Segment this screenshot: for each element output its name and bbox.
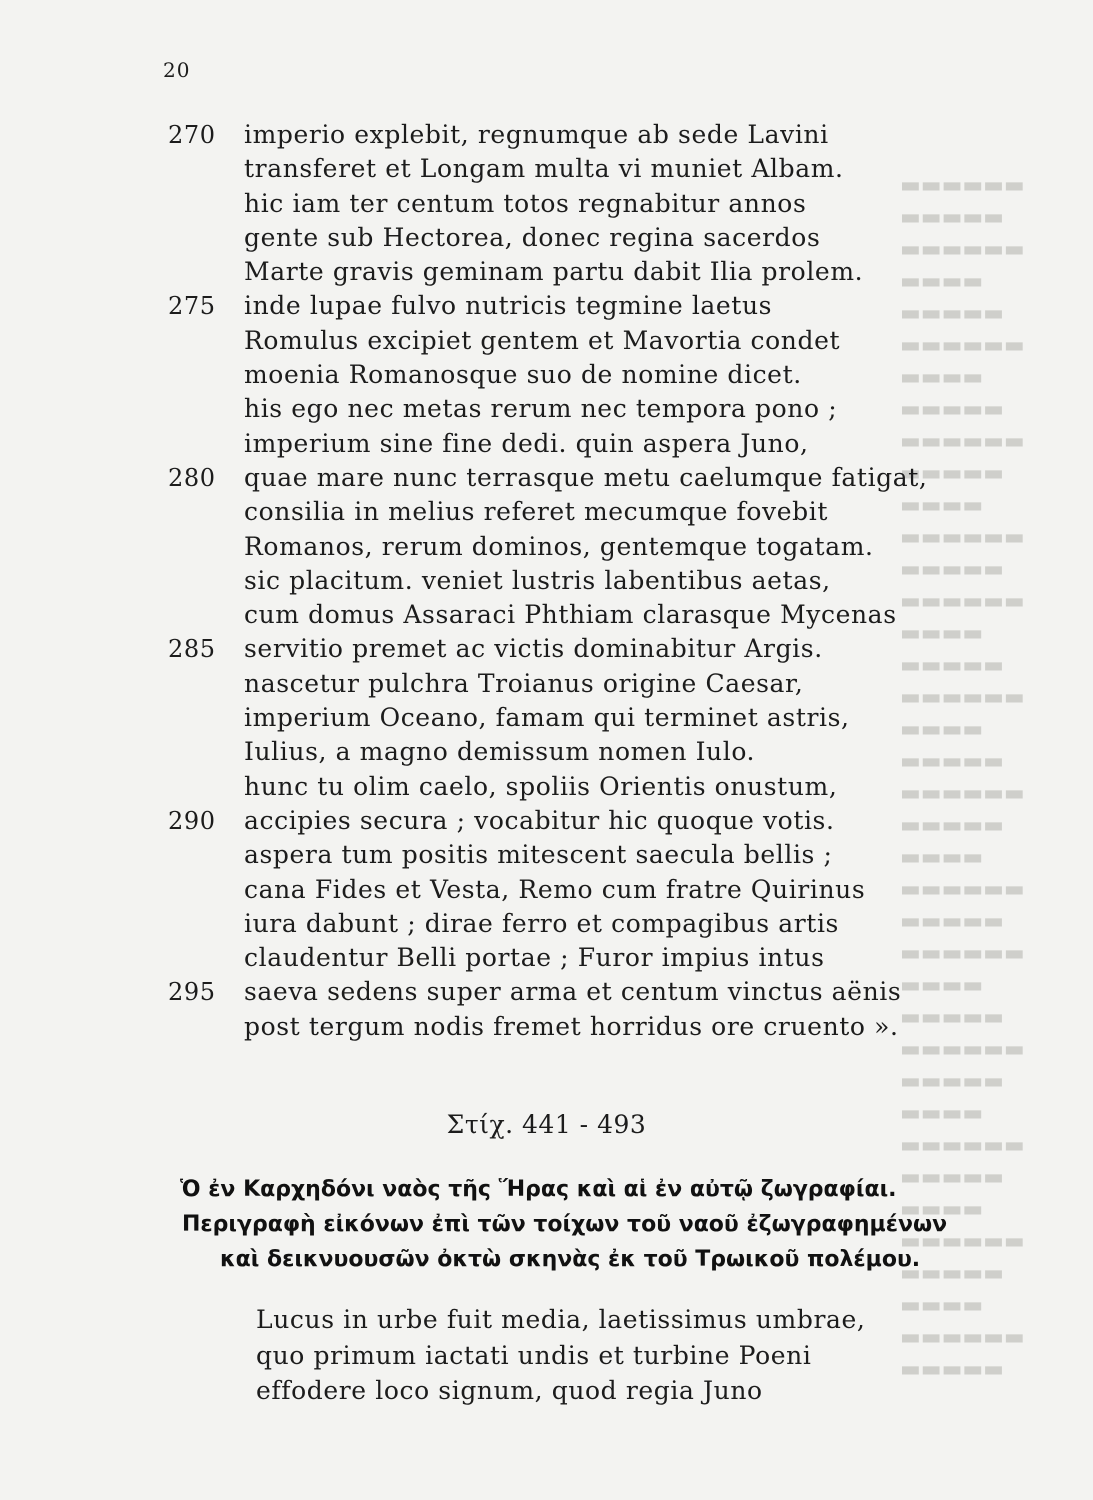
verse-line <box>0 289 1093 323</box>
verse-text: nascetur pulchra Troianus origine Caesar, <box>244 668 804 698</box>
verse-line <box>0 564 1093 598</box>
verse-text: iura dabunt ; dirae ferro et compagibus artis <box>244 908 839 938</box>
show-through-texture: ▬▬▬▬▬▬ ▬▬▬▬▬ ▬▬▬▬▬▬ ▬▬▬▬ ▬▬▬▬▬ ▬▬▬▬▬▬ ▬▬▬▬ ▬▬▬▬▬ ▬▬▬▬▬▬ ▬▬▬▬▬ ▬▬▬▬ ▬▬▬▬▬▬ ▬▬▬▬▬ ▬▬▬▬▬▬ ▬▬▬▬ ▬▬▬▬▬ ▬▬▬▬▬▬ ▬▬▬▬ ▬▬▬▬▬ ▬▬▬▬▬▬ ▬▬▬▬▬ ▬▬▬▬ ▬▬▬▬▬▬ ▬▬▬▬▬ ▬▬▬▬▬▬ ▬▬▬▬ ▬▬▬▬▬ ▬▬▬▬▬▬ ▬▬▬▬▬ ▬▬▬▬ ▬▬▬▬▬▬ ▬▬▬▬▬ ▬▬▬▬ ▬▬▬▬▬▬ ▬▬▬▬▬ ▬▬▬▬ ▬▬▬▬▬▬ ▬▬▬▬▬ <box>900 173 1025 1382</box>
verse-line <box>0 358 1093 392</box>
verse-line <box>0 667 1093 701</box>
verse-line <box>0 804 1093 838</box>
passage-line: effodere loco signum, quod regia Juno <box>256 1376 763 1405</box>
verse-text: claudentur Belli portae ; Furor impius intus <box>244 943 825 973</box>
verse-text: imperium Oceano, famam qui terminet astris, <box>244 703 850 733</box>
verse-line <box>0 461 1093 495</box>
verse-line <box>0 118 1093 152</box>
section-heading-line-2: Περιγραφὴ εἰκόνων ἐπὶ τῶν τοίχων τοῦ ναοῦ ἐζωγραφημένων <box>182 1212 948 1237</box>
verse-line <box>0 598 1093 632</box>
passage-line: quo primum iactati undis et turbine Poeni <box>256 1340 812 1370</box>
verse-text: Romulus excipiet gentem et Mavortia condet <box>244 325 841 355</box>
section-heading-line-1: Ὁ ἐν Καρχηδόνι ναὸς τῆς Ἥρας καὶ αἱ ἐν αὐτῷ ζωγραφίαι. <box>180 1177 897 1202</box>
poem-block <box>0 118 1093 1044</box>
verse-reference: Στίχ. 441 - 493 <box>446 1110 647 1139</box>
verse-text: aspera tum positis mitescent saecula bellis ; <box>244 840 833 870</box>
verse-line <box>0 735 1093 769</box>
passage-line: Lucus in urbe fuit media, laetissimus umbrae, <box>256 1305 866 1334</box>
verse-line <box>0 221 1093 255</box>
verse-line <box>0 701 1093 735</box>
verse-text: inde lupae fulvo nutricis tegmine laetus <box>244 291 773 321</box>
verse-text: consilia in melius referet mecumque fovebit <box>244 497 828 527</box>
verse-text: Iulius, a magno demissum nomen Iulo. <box>244 737 756 767</box>
verse-text: post tergum nodis fremet horridus ore cruento ». <box>244 1011 899 1041</box>
verse-text: gente sub Hectorea, donec regina sacerdos <box>244 222 821 252</box>
verse-text: cum domus Assaraci Phthiam clarasque Mycenas <box>244 600 897 630</box>
verse-text: quae mare nunc terrasque metu caelumque fatigat, <box>244 462 928 492</box>
verse-text: saeva sedens super arma et centum vinctus aënis <box>244 977 902 1007</box>
verse-line <box>0 530 1093 564</box>
verse-line <box>0 975 1093 1009</box>
line-number: 285 <box>168 635 216 664</box>
verse-text: hic iam ter centum totos regnabitur annos <box>244 188 807 218</box>
verse-line <box>0 187 1093 221</box>
verse-line <box>0 255 1093 289</box>
verse-line <box>0 427 1093 461</box>
passage-block <box>256 1302 865 1409</box>
verse-line <box>0 941 1093 975</box>
verse-line <box>0 907 1093 941</box>
section-heading-line-3: καὶ δεικνυουσῶν ὀκτὼ σκηνὰς ἐκ τοῦ Τρωικοῦ πολέμου. <box>220 1247 921 1272</box>
line-number: 275 <box>168 292 216 321</box>
line-number: 295 <box>168 978 216 1007</box>
verse-text: sic placitum. veniet lustris labentibus aetas, <box>244 565 831 595</box>
line-number: 280 <box>168 463 216 492</box>
verse-text: Romanos, rerum dominos, gentemque togatam. <box>244 531 874 561</box>
line-number: 270 <box>168 121 216 149</box>
verse-text: imperio explebit, regnumque ab sede Lavini <box>244 120 829 149</box>
verse-line <box>0 495 1093 529</box>
verse-line <box>0 324 1093 358</box>
verse-line <box>0 1010 1093 1044</box>
verse-text: servitio premet ac victis dominabitur Argis. <box>244 634 823 664</box>
verse-text: transferet et Longam multa vi muniet Albam. <box>244 154 844 184</box>
verse-text: hunc tu olim caelo, spoliis Orientis onustum, <box>244 771 838 801</box>
verse-text: accipies secura ; vocabitur hic quoque votis. <box>244 805 835 835</box>
verse-text: Marte gravis geminam partu dabit Ilia prolem. <box>244 257 864 287</box>
verse-line <box>0 632 1093 666</box>
verse-text: moenia Romanosque suo de nomine dicet. <box>244 360 802 390</box>
verse-line <box>0 873 1093 907</box>
verse-line <box>0 838 1093 872</box>
verse-text: cana Fides et Vesta, Remo cum fratre Quirinus <box>244 874 866 904</box>
line-number: 290 <box>168 806 216 835</box>
verse-line <box>0 152 1093 186</box>
verse-line <box>0 770 1093 804</box>
verse-text: imperium sine fine dedi. quin aspera Juno, <box>244 428 809 458</box>
verse-line <box>0 392 1093 426</box>
page-number: 20 <box>163 58 191 82</box>
section-heading <box>180 1172 1040 1277</box>
verse-text: his ego nec metas rerum nec tempora pono ; <box>244 394 838 424</box>
